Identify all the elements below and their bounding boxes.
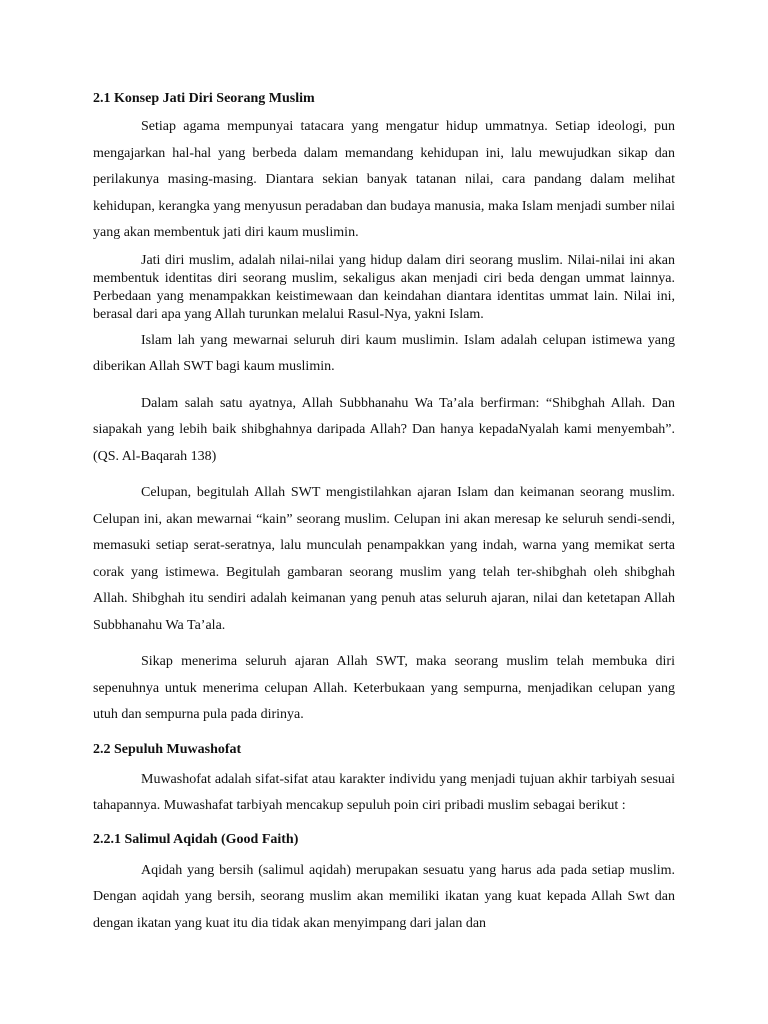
paragraph: Dalam salah satu ayatnya, Allah Subbhanahu Wa Ta’ala berfirman: “Shibghah Allah. Dan siapakah yang lebih baik shibghahnya daripada Allah? Dan hanya kepadaNyalah kami menyembah”. (QS. Al-Baqarah 138)	[93, 395, 675, 464]
paragraph: Celupan, begitulah Allah SWT mengistilahkan ajaran Islam dan keimanan seorang muslim. Celupan ini, akan mewarnai “kain” seorang muslim. Celupan ini akan meresap ke seluruh sendi-sendi, memasuki setiap serat-seratnya, lalu munculah penampakkan yang indah, warna yang memikat serta corak yang istimewa. Begitulah gambaran seorang muslim yang telah ter-shibghah oleh shibghah Allah. Shibghah itu sendiri adalah keimanan yang penuh atas seluruh ajaran, nilai dan ketetapan Allah Subbhanahu Wa Ta’ala.	[93, 485, 675, 633]
paragraph: Jati diri muslim, adalah nilai-nilai yang hidup dalam diri seorang muslim. Nilai-nilai ini akan membentuk identitas diri seorang muslim, sekaligus akan menjadi ciri beda dengan ummat lainnya. Perbedaan yang menampakkan keistimewaan dan keindahan diantara identitas ummat lain. Nilai ini, berasal dari apa yang Allah turunkan melalui Rasul-Nya, yakni Islam.	[93, 252, 675, 322]
paragraph: Setiap agama mempunyai tatacara yang mengatur hidup ummatnya. Setiap ideologi, pun mengajarkan hal-hal yang berbeda dalam memandang kehidupan ini, lalu mewujudkan sikap dan perilakunya masing-masing. Diantara sekian banyak tatanan nilai, cara pandang dalam melihat kehidupan, kerangka yang menyusun peradaban dan budaya manusia, maka Islam menjadi sumber nilai yang akan membentuk jati diri kaum muslimin.	[93, 119, 675, 240]
paragraph: Aqidah yang bersih (salimul aqidah) merupakan sesuatu yang harus ada pada setiap muslim. Dengan aqidah yang bersih, seorang muslim akan memiliki ikatan yang kuat kepada Allah Swt dan dengan ikatan yang kuat itu dia tidak akan menyimpang dari jalan dan	[93, 862, 675, 931]
heading-2-2: 2.2 Sepuluh Muwashofat	[93, 741, 242, 757]
paragraph: Islam lah yang mewarnai seluruh diri kaum muslimin. Islam adalah celupan istimewa yang diberikan Allah SWT bagi kaum muslimin.	[93, 332, 675, 374]
heading-2-1: 2.1 Konsep Jati Diri Seorang Muslim	[93, 91, 315, 106]
paragraph: Muwashofat adalah sifat-sifat atau karakter individu yang menjadi tujuan akhir tarbiyah sesuai tahapannya. Muwashafat tarbiyah mencakup sepuluh poin ciri pribadi muslim sebagai berikut :	[93, 771, 675, 813]
paragraph: Sikap menerima seluruh ajaran Allah SWT, maka seorang muslim telah membuka diri sepenuhnya untuk menerima celupan Allah. Keterbukaan yang sempurna, menjadikan celupan yang utuh dan sempurna pula pada dirinya.	[93, 654, 675, 722]
document-page	[93, 88, 675, 937]
heading-2-2-1: 2.2.1 Salimul Aqidah (Good Faith)	[93, 831, 299, 847]
